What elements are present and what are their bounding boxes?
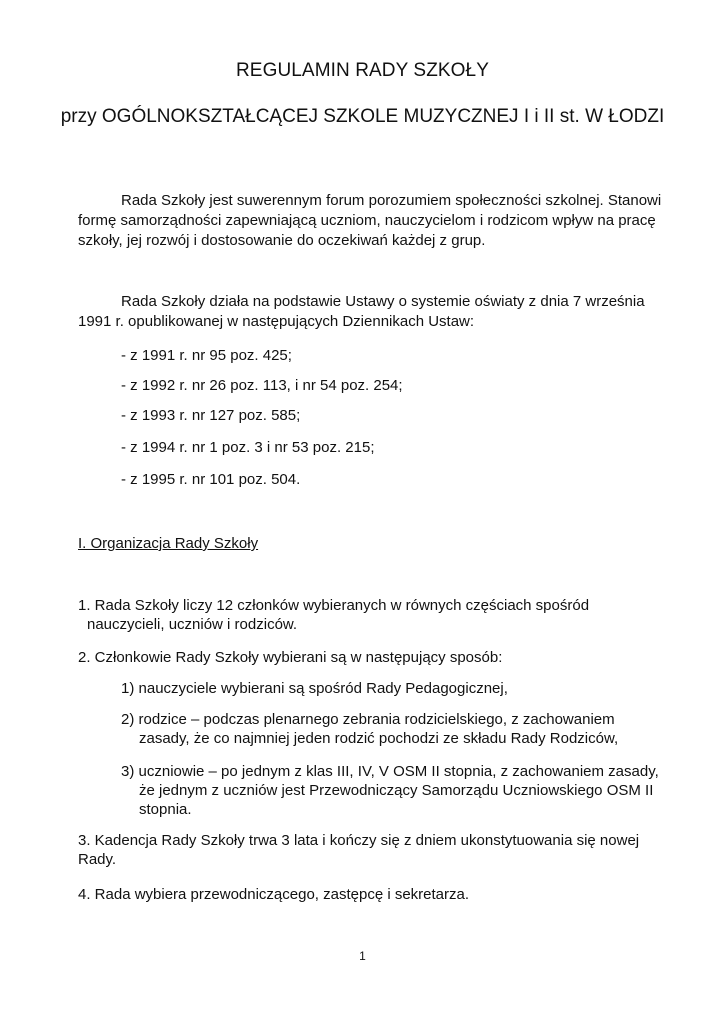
point-1-line-2: nauczycieli, uczniów i rodziców. xyxy=(87,616,298,633)
legal-basis-line-1: Rada Szkoły działa na podstawie Ustawy o systemie oświaty z dnia 7 września xyxy=(121,293,645,310)
journal-item: - z 1992 r. nr 26 poz. 113, i nr 54 poz. 254; xyxy=(121,377,403,394)
journal-item: - z 1993 r. nr 127 poz. 585; xyxy=(121,407,301,424)
point-1-line-1: 1. Rada Szkoły liczy 12 członków wybieranych w równych częściach spośród xyxy=(78,597,590,614)
document-subtitle: przy OGÓLNOKSZTAŁCĄCEJ SZKOLE MUZYCZNEJ I i II st. W ŁODZI xyxy=(60,106,665,127)
section-heading: I. Organizacja Rady Szkoły xyxy=(78,535,259,552)
document-title: REGULAMIN RADY SZKOŁY xyxy=(235,60,490,81)
journal-item: - z 1991 r. nr 95 poz. 425; xyxy=(121,347,292,364)
sub-point-2-line-2: zasady, że co najmniej jeden rodzić pochodzi ze składu Rady Rodziców, xyxy=(139,730,619,747)
journal-item: - z 1995 r. nr 101 poz. 504. xyxy=(121,471,301,488)
sub-point-2-line-1: 2) rodzice – podczas plenarnego zebrania rodzicielskiego, z zachowaniem xyxy=(121,711,615,728)
point-2: 2. Członkowie Rady Szkoły wybierani są w następujący sposób: xyxy=(78,649,503,666)
point-3-line-1: 3. Kadencja Rady Szkoły trwa 3 lata i kończy się z dniem ukonstytuowania się nowej xyxy=(78,832,640,849)
sub-point-3-line-2: że jednym z uczniów jest Przewodniczący Samorządu Uczniowskiego OSM II xyxy=(139,782,654,799)
point-3-line-2: Rady. xyxy=(78,851,117,868)
sub-point-1: 1) nauczyciele wybierani są spośród Rady Pedagogicznej, xyxy=(121,680,508,697)
intro-line-3: szkoły, jej rozwój i dostosowanie do oczekiwań każdej z grup. xyxy=(78,232,486,249)
sub-point-3-line-1: 3) uczniowie – po jednym z klas III, IV, V OSM II stopnia, z zachowaniem zasady, xyxy=(121,763,659,780)
legal-basis-line-2: 1991 r. opublikowanej w następujących Dziennikach Ustaw: xyxy=(78,313,475,330)
point-4: 4. Rada wybiera przewodniczącego, zastępcę i sekretarza. xyxy=(78,886,470,903)
sub-point-3-line-3: stopnia. xyxy=(139,801,192,818)
page-number: 1 xyxy=(359,949,366,963)
intro-line-2: formę samorządności zapewniającą uczniom, nauczycielom i rodzicom wpływ na pracę xyxy=(78,212,656,229)
journal-item: - z 1994 r. nr 1 poz. 3 i nr 53 poz. 215; xyxy=(121,439,375,456)
intro-line-1: Rada Szkoły jest suwerennym forum porozumiem społeczności szkolnej. Stanowi xyxy=(121,192,662,209)
